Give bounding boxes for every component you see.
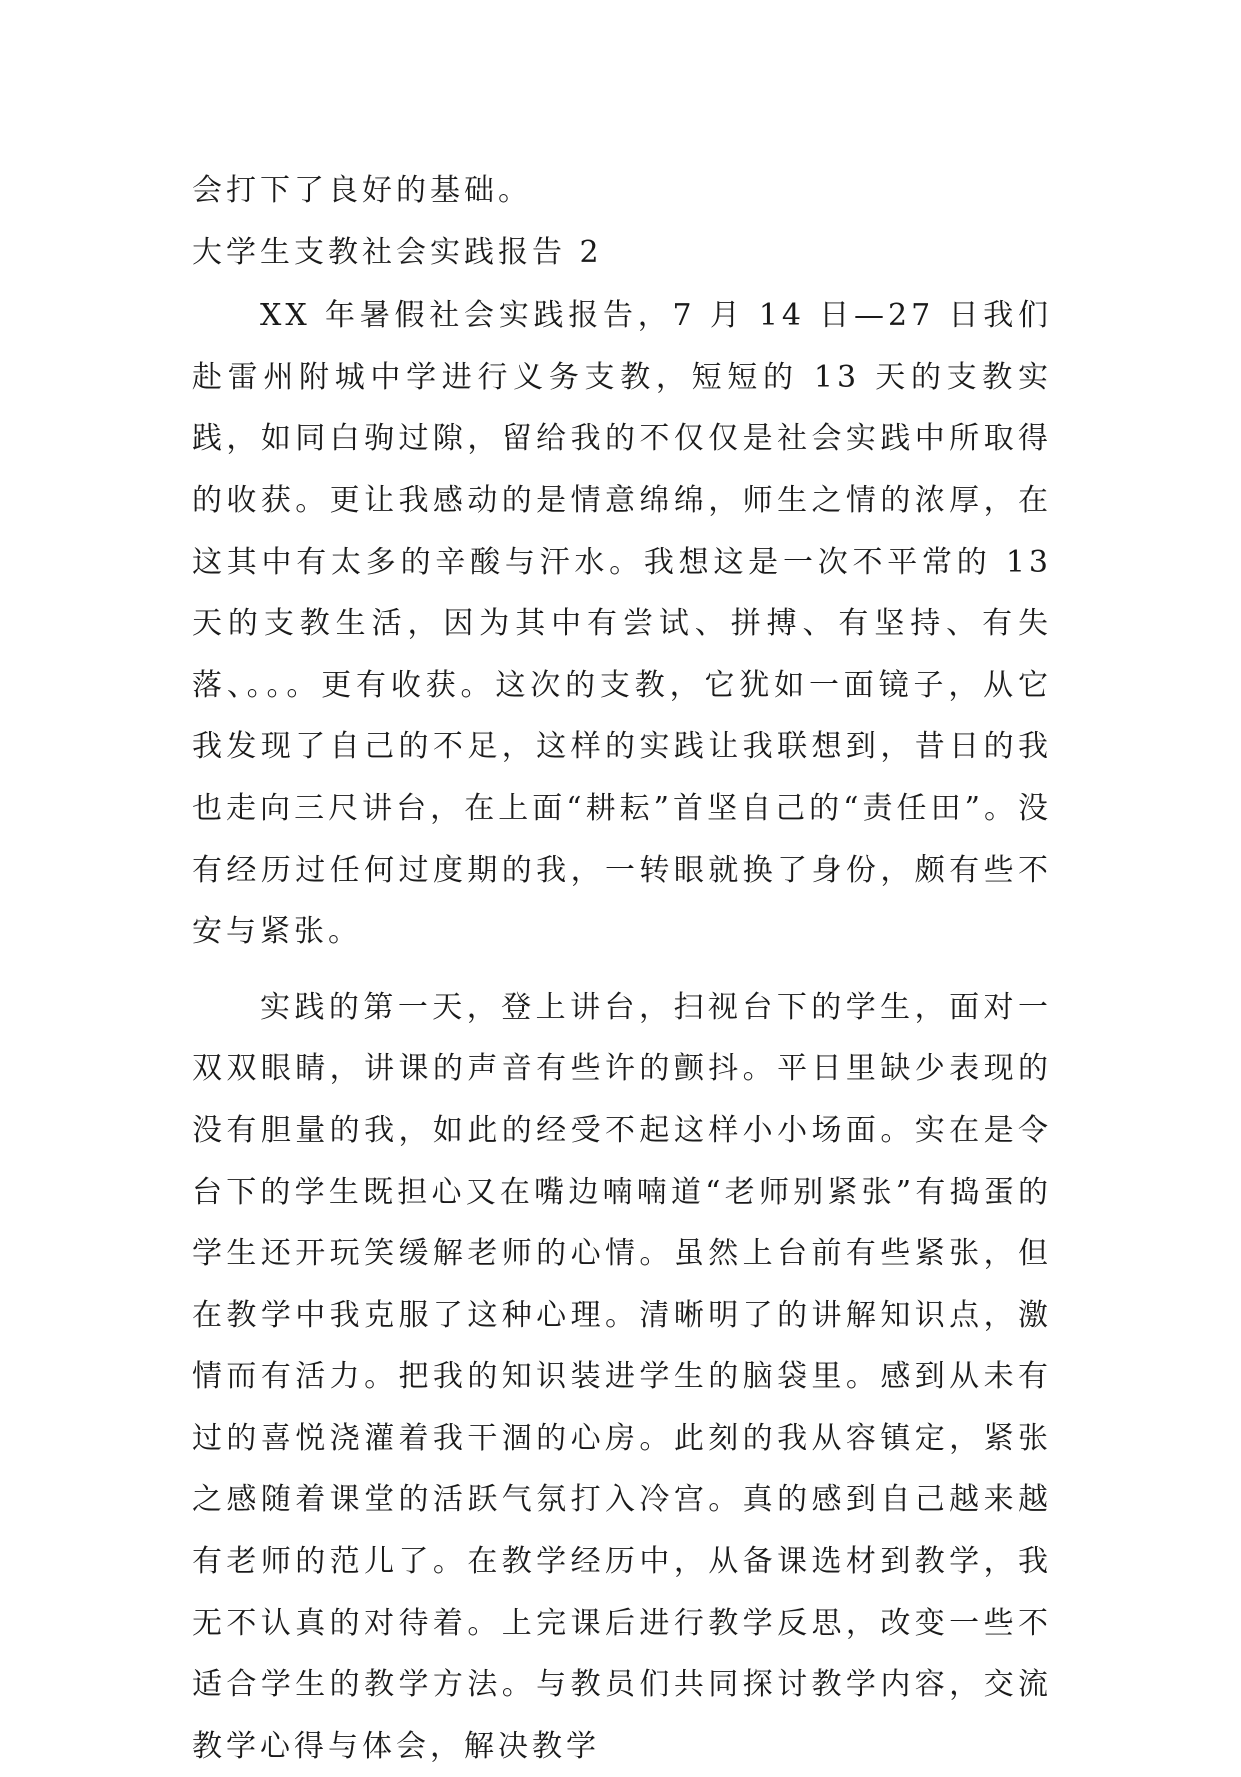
document-body	[192, 160, 1052, 1777]
section-heading: 大学生支教社会实践报告 2	[192, 234, 603, 270]
continuation-line: 会打下了良好的基础。	[192, 173, 532, 208]
paragraph-1: XX 年暑假社会实践报告，7 月 14 日—27 日我们赴雷州附城中学进行义务支教，短短的 13 天的支教实践，如同白驹过隙，留给我的不仅仅是社会实践中所取得的收获。更让我感动的是情意绵绵，师生之情的浓厚，在这其中有太多的辛酸与汗水。我想这是一次不平常的 13 天的支教生活，因为其中有尝试、拼搏、有坚持、有失落、。。。更有收获。这次的支教，它犹如一面镜子，从它我发现了自己的不足，这样的实践让我联想到，昔日的我也走向三尺讲台，在上面“耕耘”首坚自己的“责任田”。没有经历过任何过度期的我，一转眼就换了身份，颇有些不安与紧张。	[192, 298, 1052, 950]
paragraph-2: 实践的第一天，登上讲台，扫视台下的学生，面对一双双眼睛，讲课的声音有些许的颤抖。平日里缺少表现的没有胆量的我，如此的经受不起这样小小场面。实在是令台下的学生既担心又在嘴边喃喃道“老师别紧张”有捣蛋的学生还开玩笑缓解老师的心情。虽然上台前有些紧张，但在教学中我克服了这种心理。清晰明了的讲解知识点，激情而有活力。把我的知识装进学生的脑袋里。感到从未有过的喜悦浇灌着我干涸的心房。此刻的我从容镇定，紧张之感随着课堂的活跃气氛打入冷宫。真的感到自己越来越有老师的范儿了。在教学经历中，从备课选材到教学，我无不认真的对待着。上完课后进行教学反思，改变一些不适合学生的教学方法。与教员们共同探讨教学内容，交流教学心得与体会，解决教学	[192, 989, 1052, 1764]
